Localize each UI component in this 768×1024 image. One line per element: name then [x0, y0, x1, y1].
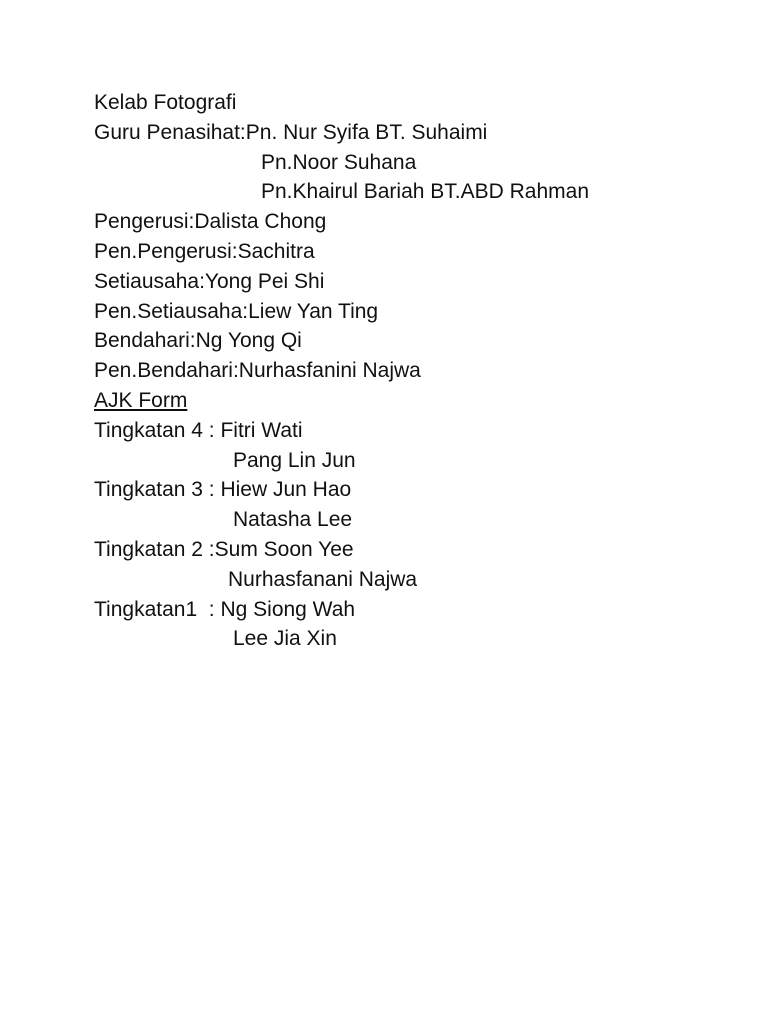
form-4-line: Tingkatan 4 : Fitri Wati — [94, 418, 303, 442]
chairman-line: Pengerusi:Dalista Chong — [94, 210, 327, 234]
advisor-line: Guru Penasihat:Pn. Nur Syifa BT. Suhaimi — [94, 120, 488, 144]
form-4-line: Pang Lin Jun — [233, 448, 356, 472]
form-3-line: Natasha Lee — [233, 508, 353, 532]
form-3-line: Tingkatan 3 : Hiew Jun Hao — [94, 478, 352, 502]
secretary-line: Setiausaha:Yong Pei Shi — [94, 269, 325, 293]
document-title: Kelab Fotografi — [94, 91, 237, 114]
vice-secretary-line: Pen.Setiausaha:Liew Yan Ting — [94, 299, 379, 323]
ajk-form-heading: AJK Form — [94, 388, 188, 412]
advisor-line: Pn.Khairul Bariah BT.ABD Rahman — [261, 180, 589, 204]
form-1-line: Lee Jia Xin — [233, 627, 337, 651]
form-2-line: Tingkatan 2 :Sum Soon Yee — [94, 537, 354, 561]
treasurer-line: Bendahari:Ng Yong Qi — [94, 329, 302, 353]
document-body — [94, 88, 589, 654]
vice-treasurer-line: Pen.Bendahari:Nurhasfanini Najwa — [94, 359, 421, 383]
form-1-line: Tingkatan1 : Ng Siong Wah — [94, 597, 356, 621]
form-2-line: Nurhasfanani Najwa — [228, 567, 418, 591]
advisor-line: Pn.Noor Suhana — [261, 150, 417, 174]
vice-chairman-line: Pen.Pengerusi:Sachitra — [94, 239, 315, 263]
